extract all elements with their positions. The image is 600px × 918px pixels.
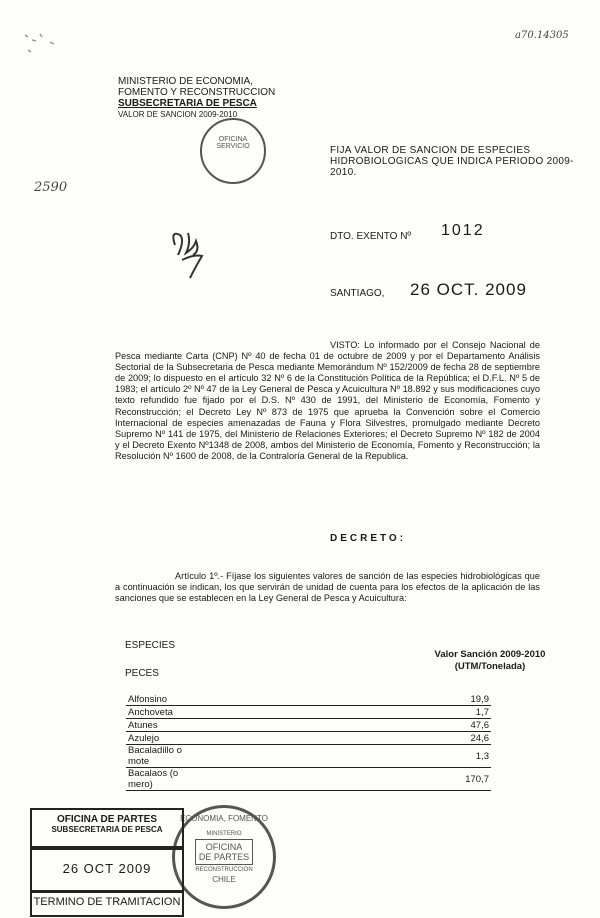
round-stamp-ring-top: ECONOMIA, FOMENTO <box>180 814 268 823</box>
species-name: Azulejo <box>126 732 205 745</box>
small-stamp-line2: SERVICIO <box>216 143 250 150</box>
decree-title: FIJA VALOR DE SANCION DE ESPECIES HIDROBIOLOGICAS QUE INDICA PERIODO 2009-2010. <box>330 145 574 178</box>
table-row <box>126 768 491 791</box>
table-row <box>126 719 491 732</box>
valor-header-line1: Valor Sanción 2009-2010 <box>434 649 546 660</box>
round-stamp-ring-bottom: CHILE <box>212 875 236 884</box>
ministry-line1: MINISTERIO DE ECONOMIA, <box>118 76 254 87</box>
oficina-partes-subtitle: SUBSECRETARIA DE PESCA <box>51 825 163 834</box>
santiago-date: 26 OCT. 2009 <box>410 280 527 299</box>
ministry-subsecretaria: SUBSECRETARIA DE PESCA <box>118 98 257 109</box>
species-name: Bacalaos (o mero) <box>126 768 205 791</box>
scribble-marks <box>20 30 70 60</box>
dto-number: 1012 <box>441 222 485 239</box>
decreto-heading: DECRETO: <box>330 533 407 544</box>
handwritten-number: 2590 <box>34 180 68 195</box>
table-row <box>126 745 491 768</box>
round-stamp-ring-left: MINISTERIO <box>206 831 242 837</box>
species-name: Anchoveta <box>126 706 205 719</box>
handwritten-reference: a70.14305 <box>515 30 569 41</box>
valor-header-line2: (UTM/Tonelada) <box>454 661 526 672</box>
handwritten-signature <box>160 215 220 290</box>
small-stamp-line1: OFICINA <box>218 136 248 143</box>
round-stamp-center1: OFICINA <box>205 842 243 852</box>
ministry-line2: FOMENTO Y RECONSTRUCCION <box>118 87 276 98</box>
peces-label: PECES <box>125 668 159 679</box>
oficina-partes-box <box>30 808 184 848</box>
species-value: 47,6 <box>205 719 491 732</box>
species-name: Bacaladillo o mote <box>126 745 205 768</box>
species-value: 1,7 <box>205 706 491 719</box>
received-date-box <box>30 848 184 892</box>
round-office-stamp <box>172 805 276 909</box>
oficina-partes-title: OFICINA DE PARTES <box>56 814 157 825</box>
species-value: 19,9 <box>205 693 491 706</box>
round-stamp-center2: DE PARTES <box>198 852 250 862</box>
small-office-stamp <box>200 118 266 184</box>
species-name: Alfonsino <box>126 693 205 706</box>
species-value: 1,3 <box>205 745 491 768</box>
received-date: 26 OCT 2009 <box>62 861 152 876</box>
visto-paragraph: VISTO: Lo informado por el Consejo Nacional de Pesca mediante Carta (CNP) Nº 40 de fecha 01 de octubre de 2009 y por el Departamento Análisis Sectorial de la Subsecretaria de Pesca mediante Memorándum Nº 152/2009 de fecha 28 de septiembre de 2009; lo dispuesto en el artículo 32 Nº 6 de la Constitución Política de la República; el D.F.L. Nº 5 de 1983; el artículo 2º Nº 47 de la Ley General de Pesca y Acuicultura Nº 18.892 y sus modificaciones cuyo texto refundido fue fijado por el D.S. Nº 430 de 1991, del Ministerio de Economía, Fomento y Reconstrucción; el Decreto Ley Nº 873 de 1975 que aprueba la Convención sobre el Comercio Internacional de especies amenazadas de Fauna y Flora Silvestres, promulgado mediante Decreto Supremo Nº 141 de 1975, del Ministerio de Relaciones Exteriores; el Decreto Supremo Nº 182 de 2004 y el Decreto Exento Nº1348 de 2008, ambos del Ministerio de Economía, Fomento y Reconstrucción; la Resolución Nº 1600 de 2008, de la Contraloría General de la Republica. <box>115 340 540 461</box>
especies-label: ESPECIES <box>125 640 176 651</box>
ministry-subject: VALOR DE SANCION 2009-2010 <box>118 110 238 119</box>
table-row <box>126 732 491 745</box>
species-name: Atunes <box>126 719 205 732</box>
species-value: 24,6 <box>205 732 491 745</box>
santiago-label: SANTIAGO, <box>330 288 385 299</box>
valor-header <box>420 649 560 673</box>
ministry-header <box>118 76 275 120</box>
species-value: 170,7 <box>205 768 491 791</box>
termino-box <box>30 891 184 917</box>
termino-label: TERMINO DE TRAMITACION <box>33 896 181 908</box>
round-stamp-ring-right: RECONSTRUCCION <box>195 867 253 873</box>
articulo-paragraph: Artículo 1º.- Fíjase los siguientes valores de sanción de las especies hidrobiológicas que a continuación se indican, los que servirán de unidad de cuenta para los efectos de la aplicación de las sanciones que se establecen en la Ley General de Pesca y Acuicultura: <box>115 571 540 604</box>
table-row <box>126 706 491 719</box>
table-row <box>126 693 491 706</box>
species-table <box>126 693 491 791</box>
dto-label: DTO. EXENTO Nº <box>330 231 412 242</box>
